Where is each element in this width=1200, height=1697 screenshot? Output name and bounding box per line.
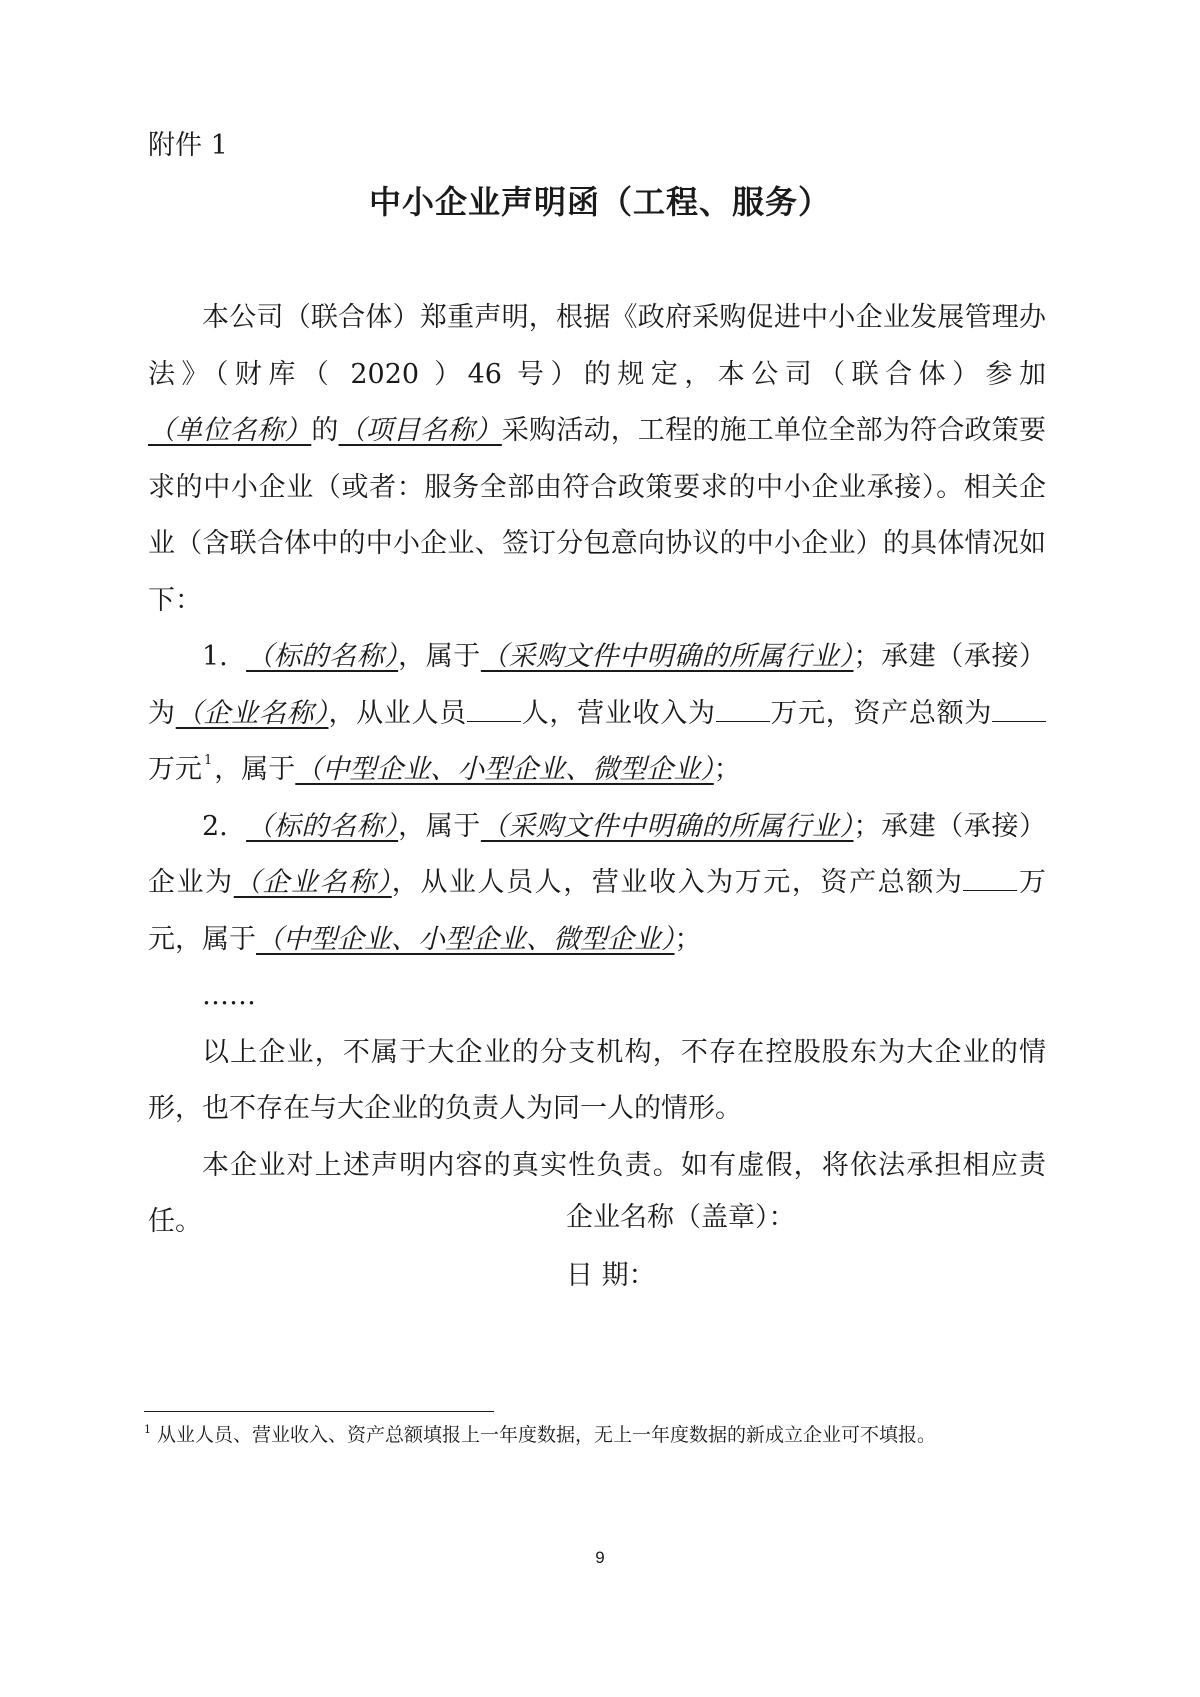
item-2-size-field: （中型企业、小型企业、微型企业） bbox=[256, 923, 675, 955]
no-large-enterprise-paragraph: 以上企业，不属于大企业的分支机构，不存在控股股东为大企业的情形，也不存在与大企业的负责人为同一人的情形。 bbox=[148, 1036, 1046, 1124]
item-1-staff-blank bbox=[467, 699, 521, 722]
intro-paragraph bbox=[148, 290, 1046, 629]
item-2-text-3: ，从业人员人，营业收入为万元，资产总额为 bbox=[391, 867, 964, 898]
item-2-assets-blank bbox=[963, 868, 1017, 891]
item-2-paragraph bbox=[148, 799, 1046, 969]
intro-text-1: 本公司（联合体）郑重声明，根据《政府采购促进中小企业发展管理办法》（财库（ 2020 ）46 号）的规定，本公司（联合体）参加 bbox=[148, 302, 1046, 390]
item-2-text-4: 万元，属于 bbox=[148, 867, 1047, 955]
item-1-company-field: （企业名称） bbox=[175, 697, 329, 729]
intro-text-3: 采购活动，工程的施工单位全部为符合政策要求的中小企业（或者：服务全部由符合政策要求的中小企业承接）。相关企业（含联合体中的中小企业、签订分包意向协议的中小企业）的具体情况如下： bbox=[148, 415, 1046, 616]
item-2-text-1: ，属于 bbox=[398, 810, 481, 842]
item-2-text-5: ； bbox=[674, 923, 702, 955]
item-1-assets-blank bbox=[992, 699, 1046, 722]
item-2-industry-field: （采购文件中明确的所属行业） bbox=[480, 810, 854, 842]
declaration-body bbox=[148, 290, 1046, 1251]
item-1-text-1: ，属于 bbox=[398, 641, 481, 672]
item-2-subject-field: （标的名称） bbox=[246, 810, 399, 842]
item-1-number: 1. bbox=[202, 641, 228, 672]
footnote bbox=[144, 1422, 936, 1448]
ellipsis: …… bbox=[202, 980, 256, 1011]
intro-text-2: 的 bbox=[311, 415, 339, 446]
attachment-label: 附件 1 bbox=[148, 130, 228, 161]
footnote-mark: 1 bbox=[144, 1423, 151, 1436]
footnote-text: 从业人员、营业收入、资产总额填报上一年度数据，无上一年度数据的新成立企业可不填报。 bbox=[157, 1424, 937, 1446]
date-label: 日 期： bbox=[566, 1260, 656, 1291]
project-name-field: （项目名称） bbox=[338, 415, 502, 446]
item-1-text-8: ； bbox=[713, 754, 741, 785]
item-1-text-2: ；承建（承接）为 bbox=[148, 641, 1047, 729]
page-number: 9 bbox=[595, 1548, 605, 1567]
footnote-divider bbox=[144, 1411, 494, 1412]
item-2-company-field: （企业名称） bbox=[233, 867, 392, 898]
item-1-paragraph bbox=[148, 629, 1046, 799]
item-1-text-7: ，属于 bbox=[214, 754, 296, 785]
footnote-reference: 1 bbox=[204, 753, 213, 768]
unit-name-field: （单位名称） bbox=[148, 415, 312, 446]
responsibility-paragraph: 本企业对上述声明内容的真实性负责。如有虚假，将依法承担相应责任。 bbox=[148, 1149, 1046, 1237]
page-title: 中小企业声明函（工程、服务） bbox=[368, 183, 831, 221]
item-1-revenue-blank bbox=[716, 699, 770, 722]
item-1-text-5: 万元，资产总额为 bbox=[769, 697, 993, 729]
item-1-text-4: 人，营业收入为 bbox=[521, 697, 716, 729]
item-2-text-2: ；承建（承接）企业为 bbox=[148, 810, 1047, 898]
item-2-number: 2. bbox=[202, 810, 228, 842]
item-1-industry-field: （采购文件中明确的所属行业） bbox=[480, 641, 854, 672]
item-1-subject-field: （标的名称） bbox=[246, 641, 399, 672]
company-seal-label: 企业名称（盖章）： bbox=[566, 1202, 796, 1233]
item-1-text-6: 万元 bbox=[148, 754, 202, 785]
item-1-text-3: ，从业人员 bbox=[328, 697, 468, 729]
item-1-size-field: （中型企业、小型企业、微型企业） bbox=[295, 754, 714, 785]
